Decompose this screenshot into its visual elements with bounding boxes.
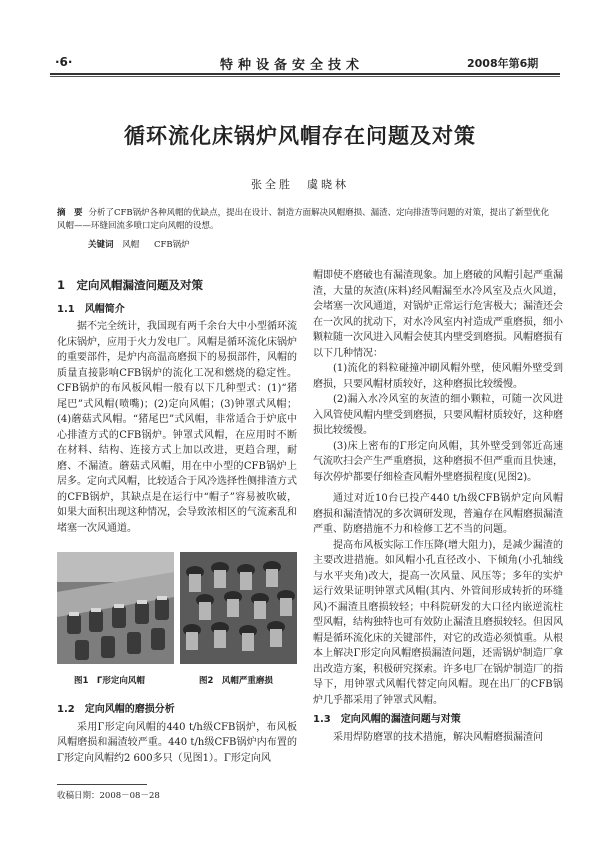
- abstract: [57, 207, 552, 233]
- paragraph: 帽即使不磨破也有漏渣现象。加上磨破的风帽引起严重漏渣，大量的灰渣(床料)经风帽漏至水冷风室及点火风道，会堵塞一次风通道，对锅炉正常运行危害极大；漏渣还会在一次风的扰动下，对水冷风室内衬造成严重磨损，细小颗粒随一次风进入风帽会使其内壁受到磨损。风帽磨损有以下几种情况：: [313, 270, 563, 359]
- article-title: 循环流化床锅炉风帽存在问题及对策: [124, 123, 476, 148]
- figures: [57, 552, 297, 692]
- keywords-label: 关键词: [88, 240, 114, 250]
- section-heading-1-3: 1.3 定向风帽的漏渣问题与对策: [313, 714, 461, 725]
- journal-name: 特种设备安全技术: [220, 58, 365, 73]
- worn-cap-photo-icon: [180, 552, 297, 664]
- section-1-2: [57, 700, 297, 766]
- abstract-label: 摘 要: [57, 208, 83, 218]
- section-heading-1-2: 1.2 定向风帽的磨损分析: [57, 704, 175, 715]
- left-column: [57, 268, 297, 536]
- page-number: ·6·: [55, 55, 73, 69]
- section-heading-1: 1 定向风帽漏渣问题及对策: [57, 278, 204, 292]
- paragraph: 通过对近10台已投产440 t/h级CFB锅炉定向风帽磨损和漏渣情况的多次调研发现，普遍存在风帽磨损漏渣严重、防磨措施不力和检修工艺不当的问题。: [313, 493, 563, 535]
- paragraph: 提高布风板实际工作压降(增大阻力)，是减少漏渣的主要改进措施。如风帽小孔直径改小、下倾角(小孔轴线与水平夹角)改大，提高一次风量、风压等；多年的实炉运行效果证明钟罩式风帽(其内、外管间形成转折的环缝风)不漏渣且磨损较轻；中科院研发的大口径内嵌逆流柱型风帽，结构独特也可有效防止漏渣且磨损较轻。但因风帽是循环流化床的关键部件，对它的改造必须慎重。从根本上解决Γ形定向风帽磨损漏渣问题，还需锅炉制造厂拿出改造方案，积极研究探索。许多电厂在锅炉制造厂的指导下，用钟罩式风帽代替定向风帽。现在出厂的CFB锅炉几乎都采用了钟罩式风帽。: [313, 539, 563, 706]
- directional-cap-photo-icon: [57, 552, 174, 664]
- running-header: [0, 0, 600, 73]
- figure-1-caption: 图1 Γ形定向风帽: [74, 676, 145, 686]
- paragraph: 采用焊防磨罩的技术措施，解决风帽磨损漏渣问: [333, 731, 543, 743]
- keyword: 风帽: [122, 240, 140, 250]
- paragraph: (1)流化的料粒碰撞冲刷风帽外壁，使风帽外壁受到磨损，只要风帽材质较好，这种磨损比较缓慢。: [313, 363, 563, 390]
- journal-issue: 2008年第6期: [467, 57, 539, 70]
- paragraph: 采用Γ形定向风帽的440 t/h级CFB锅炉，布风板风帽磨损和漏渣较严重。440 t/h级CFB锅炉内布置的Γ形定向风帽约2 600多只（见图1）。Γ形定向风: [57, 721, 297, 764]
- header-rule: [50, 73, 560, 75]
- figure-2-photo: [180, 552, 297, 664]
- footnote-rule: [57, 784, 147, 785]
- abstract-text: 分析了CFB锅炉各种风帽的优缺点，提出在设计、制造方面解决风帽磨损、漏渣、定向排渣等问题的对策，提出了新型优化风帽——环缝回流多喷口定向风帽的设想。: [57, 208, 550, 231]
- paragraph: (3)床上密布的Γ形定向风帽，其外壁受到邻近高速气流吹扫会产生严重磨损，这种磨损不但严重而且快速，每次停炉都要仔细检查风帽外壁磨损程度(见图2)。: [313, 440, 563, 483]
- keyword: CFB锅炉: [153, 240, 190, 250]
- article-authors: 张全胜 虞晓林: [251, 178, 349, 191]
- received-date: 收稿日期：2008－08－28: [57, 791, 160, 801]
- section-heading-1-1: 1.1 风帽简介: [57, 303, 125, 315]
- figure-2-caption: 图2 风帽严重磨损: [199, 676, 273, 686]
- figure-1-photo: [57, 552, 174, 664]
- paragraph: (2)漏入水冷风室的灰渣的细小颗粒，可随一次风进入风管使风帽内壁受到磨损，只要风帽材质较好，这种磨损比较缓慢。: [313, 394, 563, 436]
- header-rule-thin: [50, 76, 560, 77]
- right-column: [313, 268, 563, 745]
- keywords: [88, 238, 202, 250]
- paragraph: 据不完全统计，我国现有两千余台大中小型循环流化床锅炉，应用于火力发电厂。风帽是循环流化床锅炉的重要部件，是炉内高温高磨损下的易损部件，风帽的质量直接影响CFB锅炉的流化工况和燃烧的稳定性。CFB锅炉的布风板风帽一般有以下几种型式：(1)“猪尾巴”式风帽(喷嘴)；(2)定向风帽；(3)钟罩式风帽；(4)蘑菇式风帽。“猪尾巴”式风帽，非常适合于炉底中心排渣方式的CFB锅炉。钟罩式风帽，在应用时不断在材料、结构、连接方式上加以改进，更趋合理，耐磨、不漏渣。蘑菇式风帽，用在中小型的CFB锅炉上居多。定向式风帽，比较适合于风冷选择性侧排渣方式的CFB锅炉，其缺点是在运行中“帽子”容易被吹破，如果大面积出现这种情况，会导致浓相区的气流紊乱和堵塞一次风通道。: [57, 321, 297, 534]
